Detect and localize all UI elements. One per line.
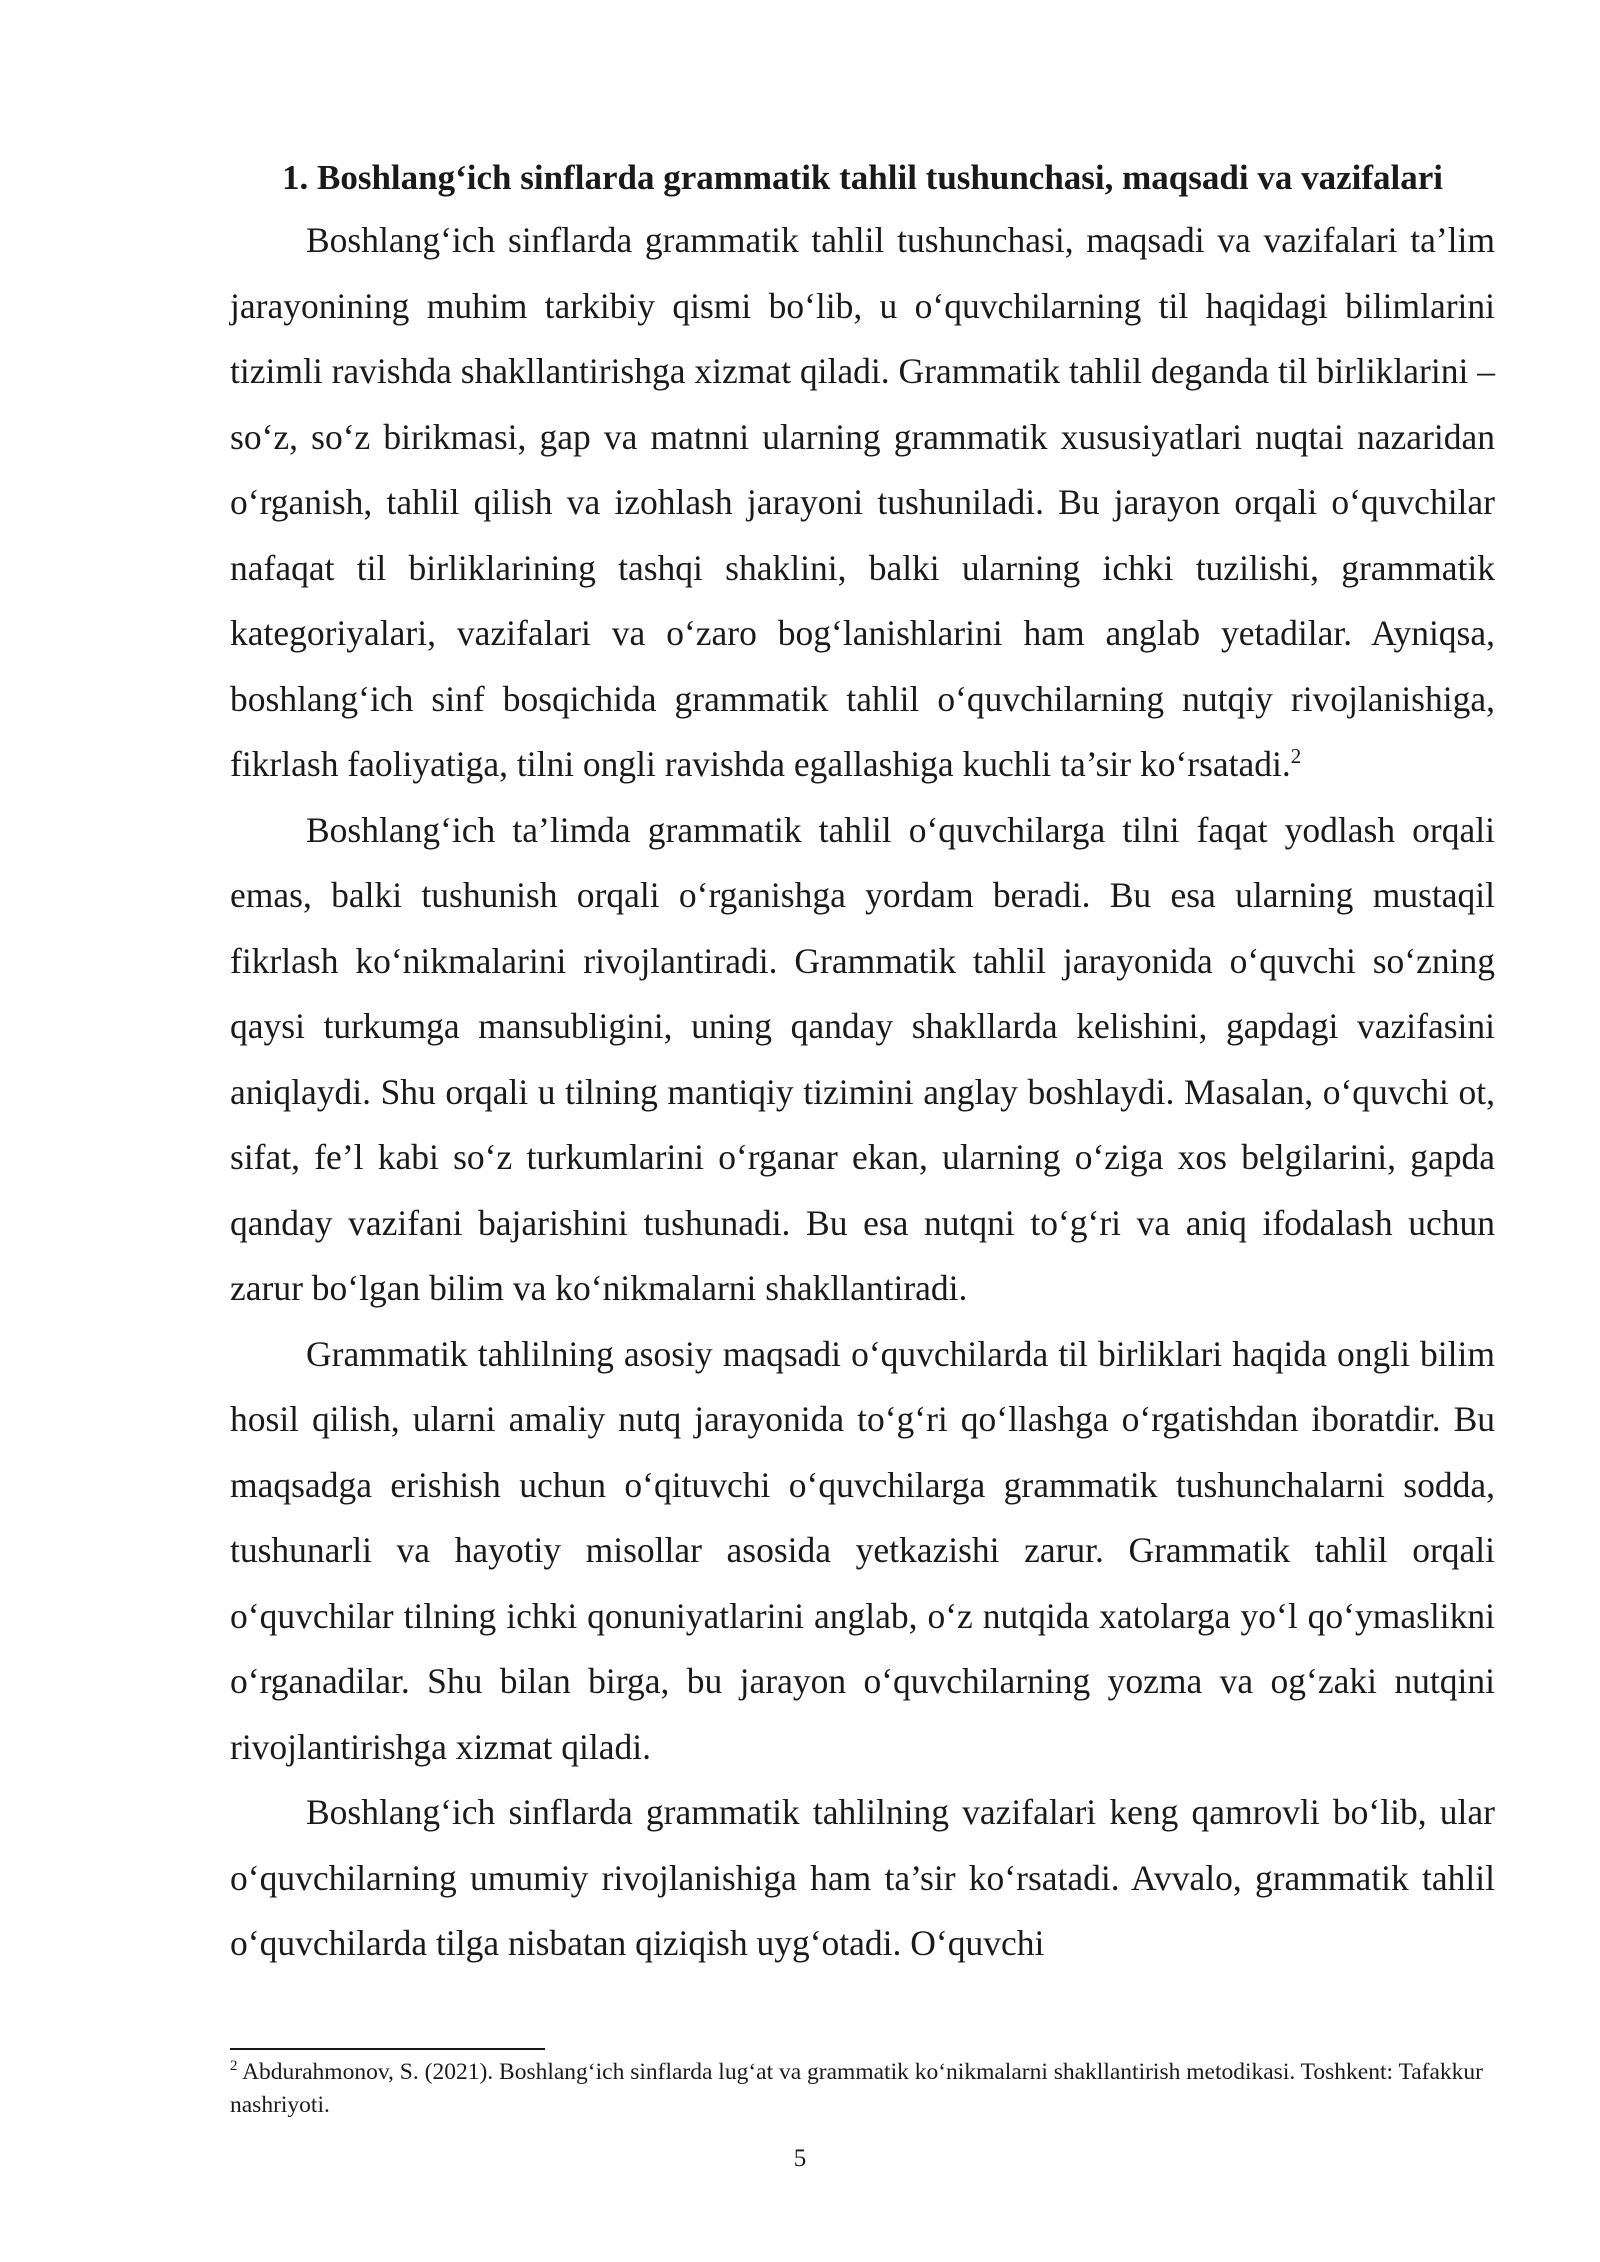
paragraph-3: Grammatik tahlilning asosiy maqsadi o‘quvchilarda til birliklari haqida ongli bilim hosil qilish, ularni amaliy nutq jarayonida to‘g‘ri qo‘llashga o‘rgatishdan iboratdir. Bu maqsadga erishish uchun o‘qituvchi o‘quvchilarga grammatik tushunchalarni sodda, tushunarli va hayotiy misollar asosida yetkazishi zarur. Grammatik tahlil orqali o‘quvchilar tilning ichki qonuniyatlarini anglab, o‘z nutqida xatolarga yo‘l qo‘ymaslikni o‘rganadilar. Shu bilan birga, bu jarayon o‘quvchilarning yozma va og‘zaki nutqini rivojlantirishga xizmat qiladi. <box>230 1333 1495 1767</box>
page-body <box>230 148 1495 1977</box>
paragraph-4: Boshlang‘ich sinflarda grammatik tahlilning vazifalari keng qamrovli bo‘lib, ular o‘quvchilarning umumiy rivojlanishiga ham ta’sir ko‘rsatadi. Avvalo, grammatik tahlil o‘quvchilarda tilga nisbatan qiziqish uyg‘otadi. O‘quvchi <box>230 1792 1495 1963</box>
footnote <box>230 2056 1495 2122</box>
paragraph-1 <box>230 208 1495 798</box>
footnote-text: Abdurahmonov, S. (2021). Boshlang‘ich sinflarda lug‘at va grammatik ko‘nikmalarni shakllantirish metodikasi. Toshkent: Tafakkur nashriyoti. <box>230 2059 1483 2118</box>
section-heading: 1. Boshlang‘ich sinflarda grammatik tahlil tushunchasi, maqsadi va vazifalari <box>282 158 1443 197</box>
footnote-reference[interactable]: 2 <box>1290 744 1302 769</box>
footnote-marker: 2 <box>230 2058 238 2075</box>
footnote-divider <box>230 2048 545 2050</box>
paragraph-1-text: Boshlang‘ich sinflarda grammatik tahlil tushunchasi, maqsadi va vazifalari ta’lim jarayonining muhim tarkibiy qismi bo‘lib, u o‘quvchilarning til haqidagi bilimlarini tizimli ravishda shakllantirishga xizmat qiladi. Grammatik tahlil deganda til birliklarini – so‘z, so‘z birikmasi, gap va matnni ularning grammatik xususiyatlari nuqtai nazaridan o‘rganish, tahlil qilish va izohlash jarayoni tushuniladi. Bu jarayon orqali o‘quvchilar nafaqat til birliklarining tashqi shaklini, balki ularning ichki tuzilishi, grammatik kategoriyalari, vazifalari va o‘zaro bog‘lanishlarini ham anglab yetadilar. Ayniqsa, boshlang‘ich sinf bosqichida grammatik tahlil o‘quvchilarning nutqiy rivojlanishiga, fikrlash faoliyatiga, tilni ongli ravishda egallashiga kuchli ta’sir ko‘rsatadi. <box>230 220 1495 784</box>
page-number: 5 <box>793 2145 807 2172</box>
paragraph-2: Boshlang‘ich ta’limda grammatik tahlil o‘quvchilarga tilni faqat yodlash orqali emas, balki tushunish orqali o‘rganishga yordam beradi. Bu esa ularning mustaqil fikrlash ko‘nikmalarini rivojlantiradi. Grammatik tahlil jarayonida o‘quvchi so‘zning qaysi turkumga mansubligini, uning qanday shakllarda kelishini, gapdagi vazifasini aniqlaydi. Shu orqali u tilning mantiqiy tizimini anglay boshlaydi. Masalan, o‘quvchi ot, sifat, fe’l kabi so‘z turkumlarini o‘rganar ekan, ularning o‘ziga xos belgilarini, gapda qanday vazifani bajarishini tushunadi. Bu esa nutqni to‘g‘ri va aniq ifodalash uchun zarur bo‘lgan bilim va ko‘nikmalarni shakllantiradi. <box>230 809 1495 1308</box>
